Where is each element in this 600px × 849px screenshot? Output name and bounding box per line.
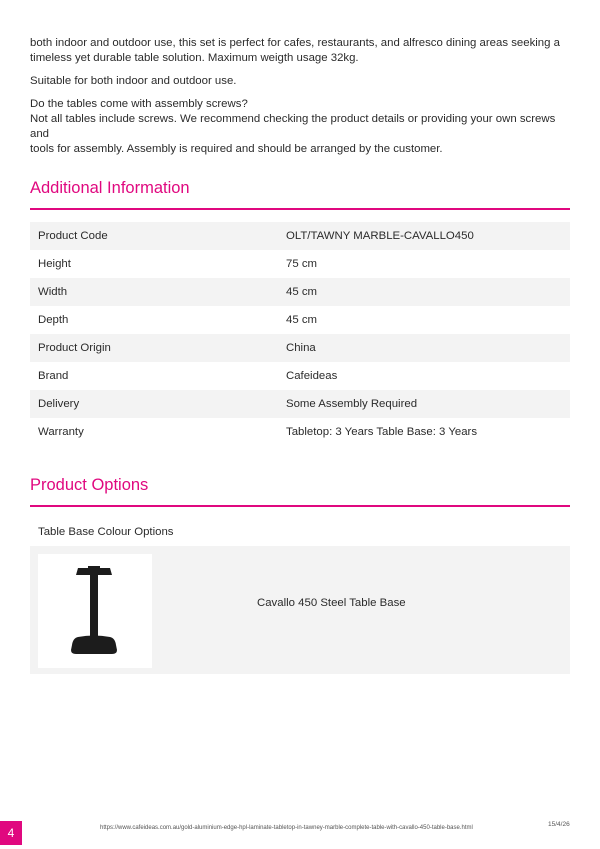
spec-value: 45 cm xyxy=(278,278,570,306)
faq-paragraph xyxy=(30,97,575,157)
section-divider xyxy=(30,505,570,507)
spec-row xyxy=(30,334,570,362)
spec-value: OLT/TAWNY MARBLE-CAVALLO450 xyxy=(278,222,570,250)
spec-row xyxy=(30,390,570,418)
spec-row xyxy=(30,278,570,306)
additional-information-heading: Additional Information xyxy=(30,179,190,197)
spec-label: Delivery xyxy=(30,390,278,418)
faq-question: Do the tables come with assembly screws? xyxy=(30,98,248,110)
page-number: 4 xyxy=(0,821,22,845)
spec-label: Warranty xyxy=(38,426,84,438)
spec-row xyxy=(30,362,570,390)
section-divider xyxy=(30,208,570,210)
description-paragraph-1 xyxy=(30,36,575,66)
spec-row xyxy=(30,250,570,278)
spec-value: Tabletop: 3 Years Table Base: 3 Years xyxy=(286,426,478,438)
spec-value: 75 cm xyxy=(286,258,318,270)
spec-row xyxy=(30,222,570,250)
option-name: Cavallo 450 Steel Table Base xyxy=(257,597,406,609)
text-line: both indoor and outdoor use, this set is perfect for cafes, restaurants, and alfresco dining areas seeking a xyxy=(30,37,560,49)
spec-label: Product Code xyxy=(30,222,278,250)
description-paragraph-2: Suitable for both indoor and outdoor use. xyxy=(30,75,237,87)
spec-label: Depth xyxy=(38,314,69,326)
spec-value: Some Assembly Required xyxy=(278,390,570,418)
table-base-icon xyxy=(38,554,152,668)
option-group-label: Table Base Colour Options xyxy=(38,526,174,538)
spec-row xyxy=(30,418,570,446)
faq-answer-line: Not all tables include screws. We recommend checking the product details or providing your own screws and xyxy=(30,113,556,140)
spec-value: China xyxy=(278,334,570,362)
table-base-thumbnail xyxy=(38,554,152,668)
specifications-table xyxy=(30,222,570,446)
spec-label: Height xyxy=(38,258,71,270)
footer-date: 15/4/26 xyxy=(548,821,570,828)
spec-row xyxy=(30,306,570,334)
spec-value: 45 cm xyxy=(286,314,318,326)
product-options-heading: Product Options xyxy=(30,476,149,494)
spec-value: Cafeideas xyxy=(286,370,338,382)
spec-label: Product Origin xyxy=(30,334,278,362)
spec-label: Width xyxy=(30,278,278,306)
footer-url: https://www.cafeideas.com.au/gold-aluminium-edge-hpl-laminate-tabletop-in-tawney-marble-complete-table-with-cavallo-450-table-base.html xyxy=(100,825,473,831)
faq-answer-line: tools for assembly. Assembly is required and should be arranged by the customer. xyxy=(30,143,443,155)
option-card[interactable] xyxy=(30,546,570,674)
text-line: timeless yet durable table solution. Maximum weigth usage 32kg. xyxy=(30,52,359,64)
spec-label: Brand xyxy=(38,370,69,382)
